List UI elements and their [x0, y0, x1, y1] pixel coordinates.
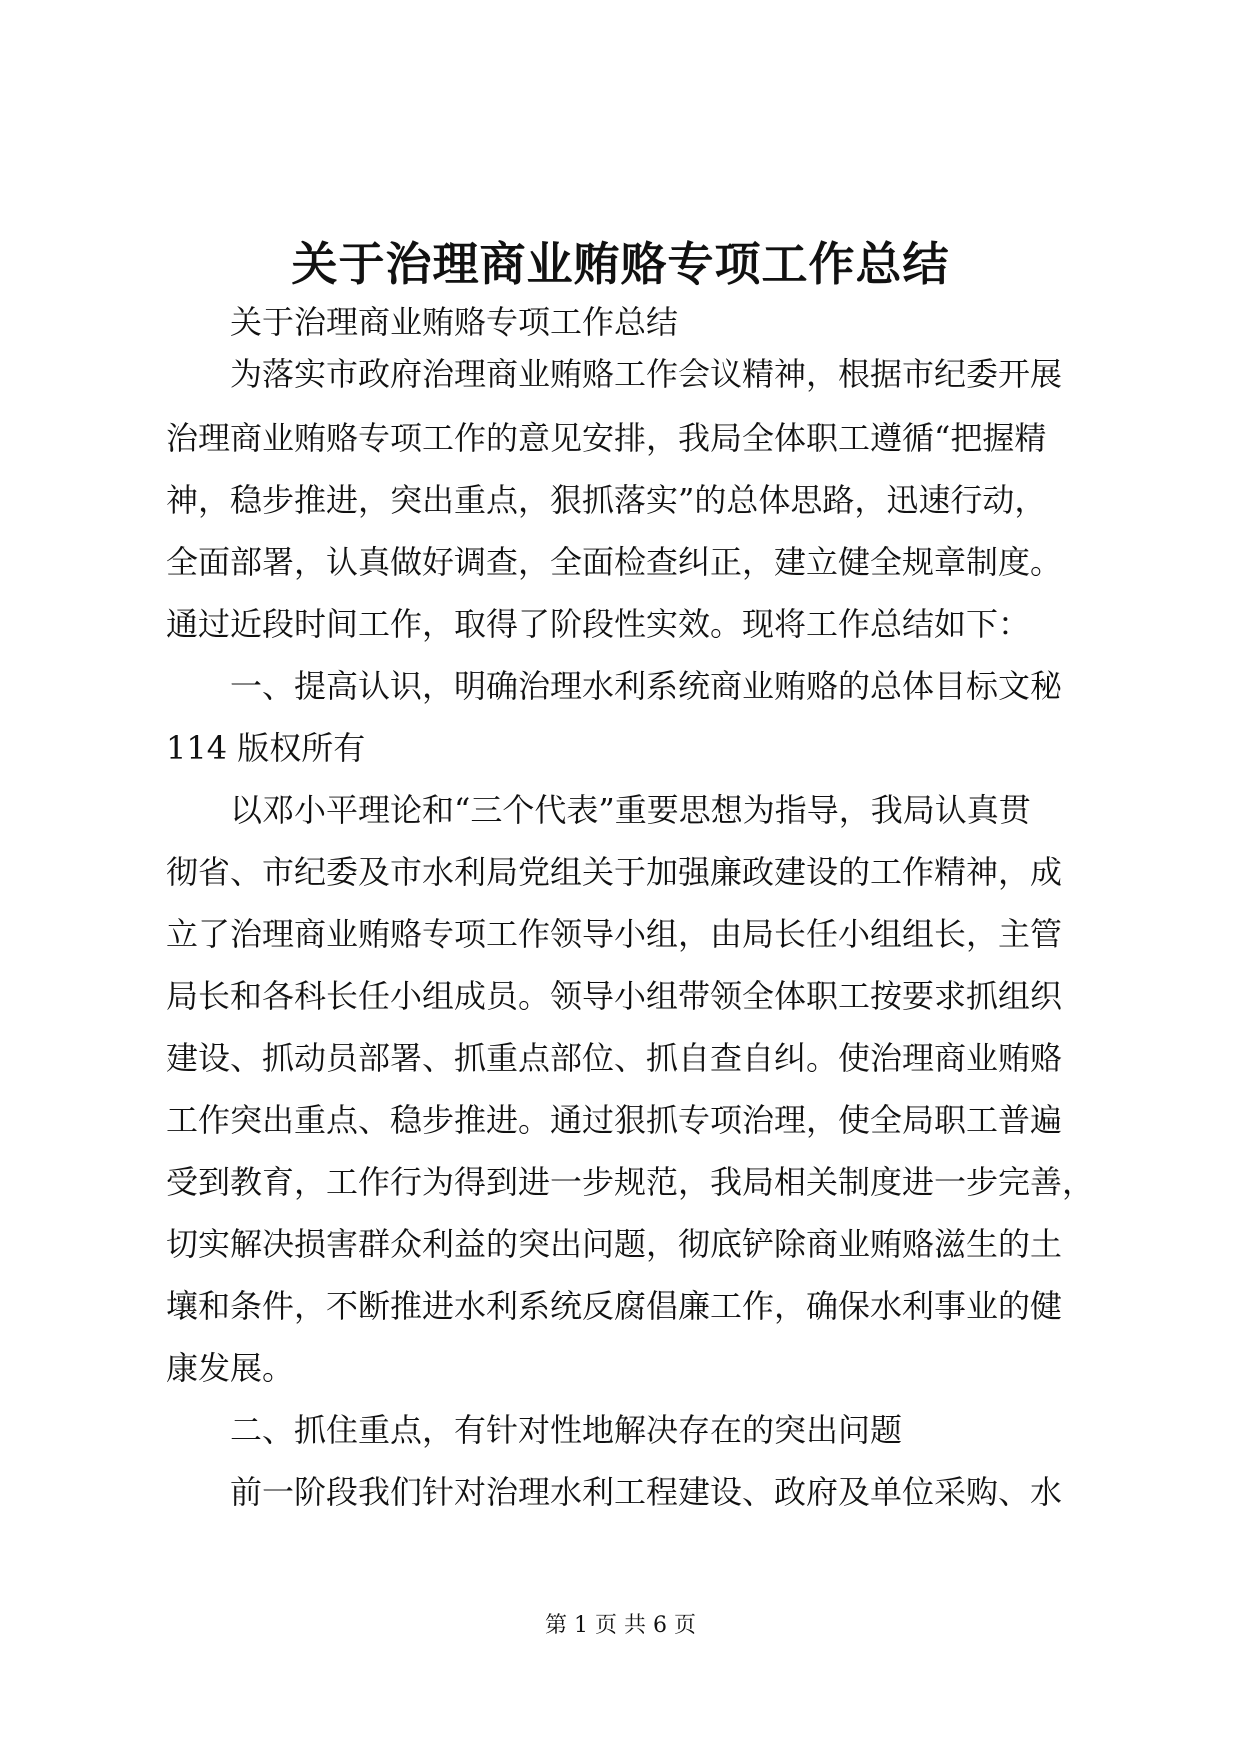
text-line: 壤和条件，不断推进水利系统反腐倡廉工作，确保水利事业的健 [166, 1287, 1063, 1325]
text-line: 建设、抓动员部署、抓重点部位、抓自查自纠。使治理商业贿赂 [166, 1039, 1063, 1077]
text-line: 切实解决损害群众利益的突出问题，彻底铲除商业贿赂滋生的土 [166, 1225, 1063, 1263]
text-line: 以邓小平理论和“三个代表”重要思想为指导，我局认真贯 [230, 791, 1031, 829]
text-line: 受到教育，工作行为得到进一步规范，我局相关制度进一步完善， [166, 1163, 1095, 1201]
page-footer: 第 1 页 共 6 页 [545, 1613, 696, 1638]
text-line: 为落实市政府治理商业贿赂工作会议精神，根据市纪委开展 [230, 355, 1063, 393]
text-line: 一、提高认识，明确治理水利系统商业贿赂的总体目标文秘 [230, 667, 1063, 705]
text-line: 通过近段时间工作，取得了阶段性实效。现将工作总结如下： [166, 605, 1031, 643]
text-line: 局长和各科长任小组成员。领导小组带领全体职工按要求抓组织 [166, 977, 1063, 1015]
text-line: 工作突出重点、稳步推进。通过狠抓专项治理，使全局职工普遍 [166, 1101, 1063, 1139]
text-line: 彻省、市纪委及市水利局党组关于加强廉政建设的工作精神，成 [166, 853, 1063, 891]
text-line: 治理商业贿赂专项工作的意见安排，我局全体职工遵循“把握精 [166, 419, 1047, 457]
text-line: 全面部署，认真做好调查，全面检查纠正，建立健全规章制度。 [166, 543, 1063, 581]
text-line: 神，稳步推进，突出重点，狠抓落实”的总体思路，迅速行动， [166, 481, 1047, 519]
text-line: 114 版权所有 [166, 729, 366, 767]
text-line: 立了治理商业贿赂专项工作领导小组，由局长任小组组长，主管 [166, 915, 1063, 953]
text-line: 康发展。 [166, 1349, 295, 1387]
text-line: 二、抓住重点，有针对性地解决存在的突出问题 [230, 1411, 903, 1449]
text-line: 前一阶段我们针对治理水利工程建设、政府及单位采购、水 [230, 1473, 1063, 1511]
document-title: 关于治理商业贿赂专项工作总结 [291, 237, 950, 291]
text-line: 关于治理商业贿赂专项工作总结 [230, 303, 679, 341]
